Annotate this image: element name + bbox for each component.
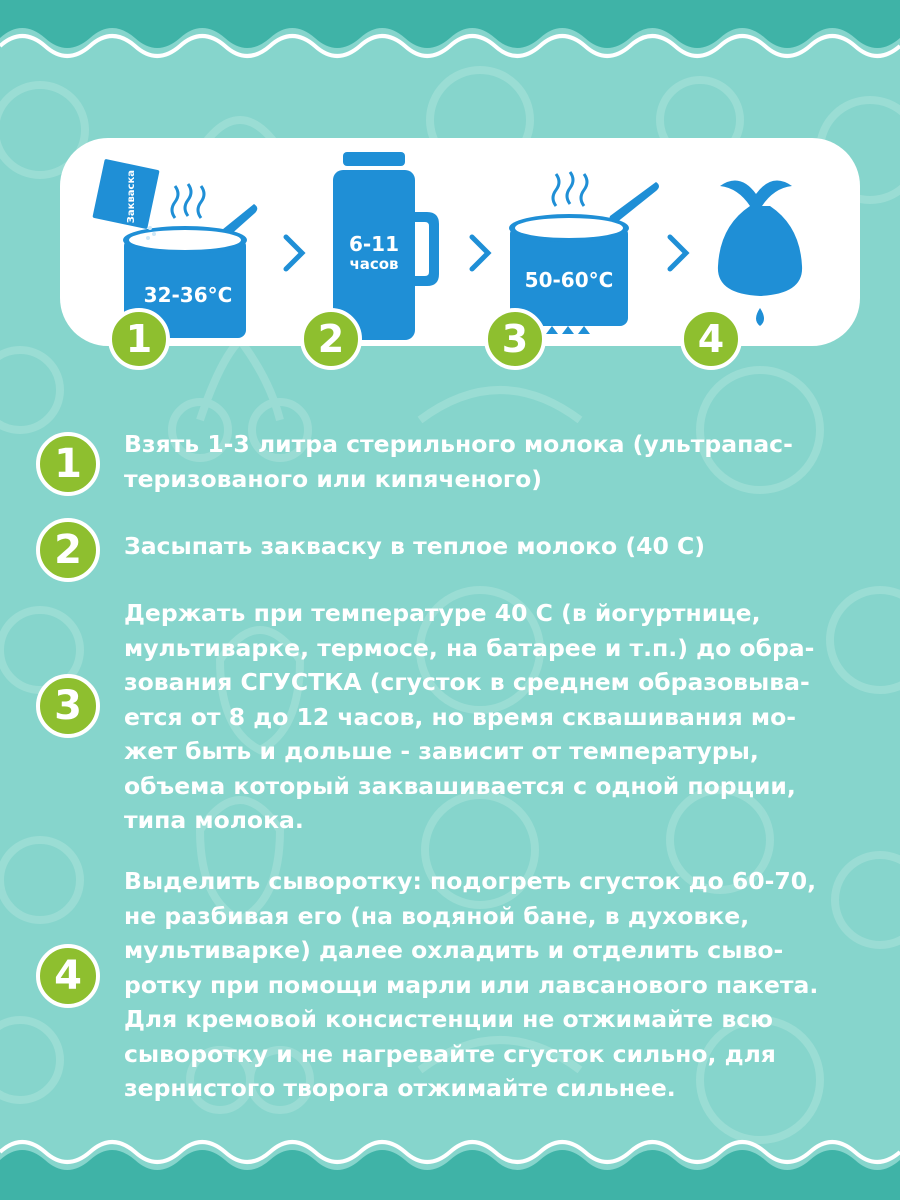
illustration-step-number-3: 3 (484, 308, 546, 370)
illustration-step-number-2: 2 (300, 308, 362, 370)
top-wave-border (0, 0, 900, 60)
starter-packet-label: Закваска (126, 170, 137, 224)
illustration-step-number-1: 1 (108, 308, 170, 370)
instruction-number-2: 2 (36, 518, 100, 582)
saucepan-on-stove-icon (506, 166, 686, 338)
step2-time-value: 6-11 (348, 232, 400, 256)
process-illustration-panel (60, 138, 860, 361)
step2-time-unit: часов (349, 255, 399, 273)
cheesecloth-bag-icon (710, 168, 810, 328)
chevron-right-icon (666, 233, 690, 273)
instruction-number-3: 3 (36, 674, 100, 738)
step2-time-label (333, 233, 415, 273)
chevron-right-icon (468, 233, 492, 273)
instruction-text-3: Держать при температуре 40 С (в йогуртнице, мультиварке, термосе, на батарее и т.п.) до обра- зования СГУСТКА (сгусток в среднем образовыва- ется от 8 до 12 часов, но время сквашивания мо- жет быть и дольше - зависит от температуры, объема который заквашивается с одной порции, типа молока. (124, 599, 815, 834)
step3-temperature-label: 50-60°C (524, 268, 614, 292)
instruction-text-2: Засыпать закваску в теплое молоко (40 С) (124, 532, 705, 560)
instruction-number-1: 1 (36, 432, 100, 496)
illustration-step-number-4: 4 (680, 308, 742, 370)
step1-temperature-label: 32-36°C (143, 283, 233, 307)
instruction-text-1: Взять 1-3 литра стерильного молока (ультрапас- теризованого или кипяченого) (124, 430, 793, 493)
bottom-wave-border (0, 1130, 900, 1200)
saucepan-with-starter-icon (90, 158, 260, 338)
chevron-right-icon (282, 233, 306, 273)
instruction-text-4: Выделить сыворотку: подогреть сгусток до 60-70, не разбивая его (на водяной бане, в духовке, мультиварке) далее охладить и отделить сыво- ротку при помощи марли или лавсанового пакета. Для кремовой консистенции не отжимайте всю сыворотку и не нагревайте сгусток сильно, для зернистого творога отжимайте сильнее. (124, 867, 819, 1102)
instruction-number-4: 4 (36, 944, 100, 1008)
